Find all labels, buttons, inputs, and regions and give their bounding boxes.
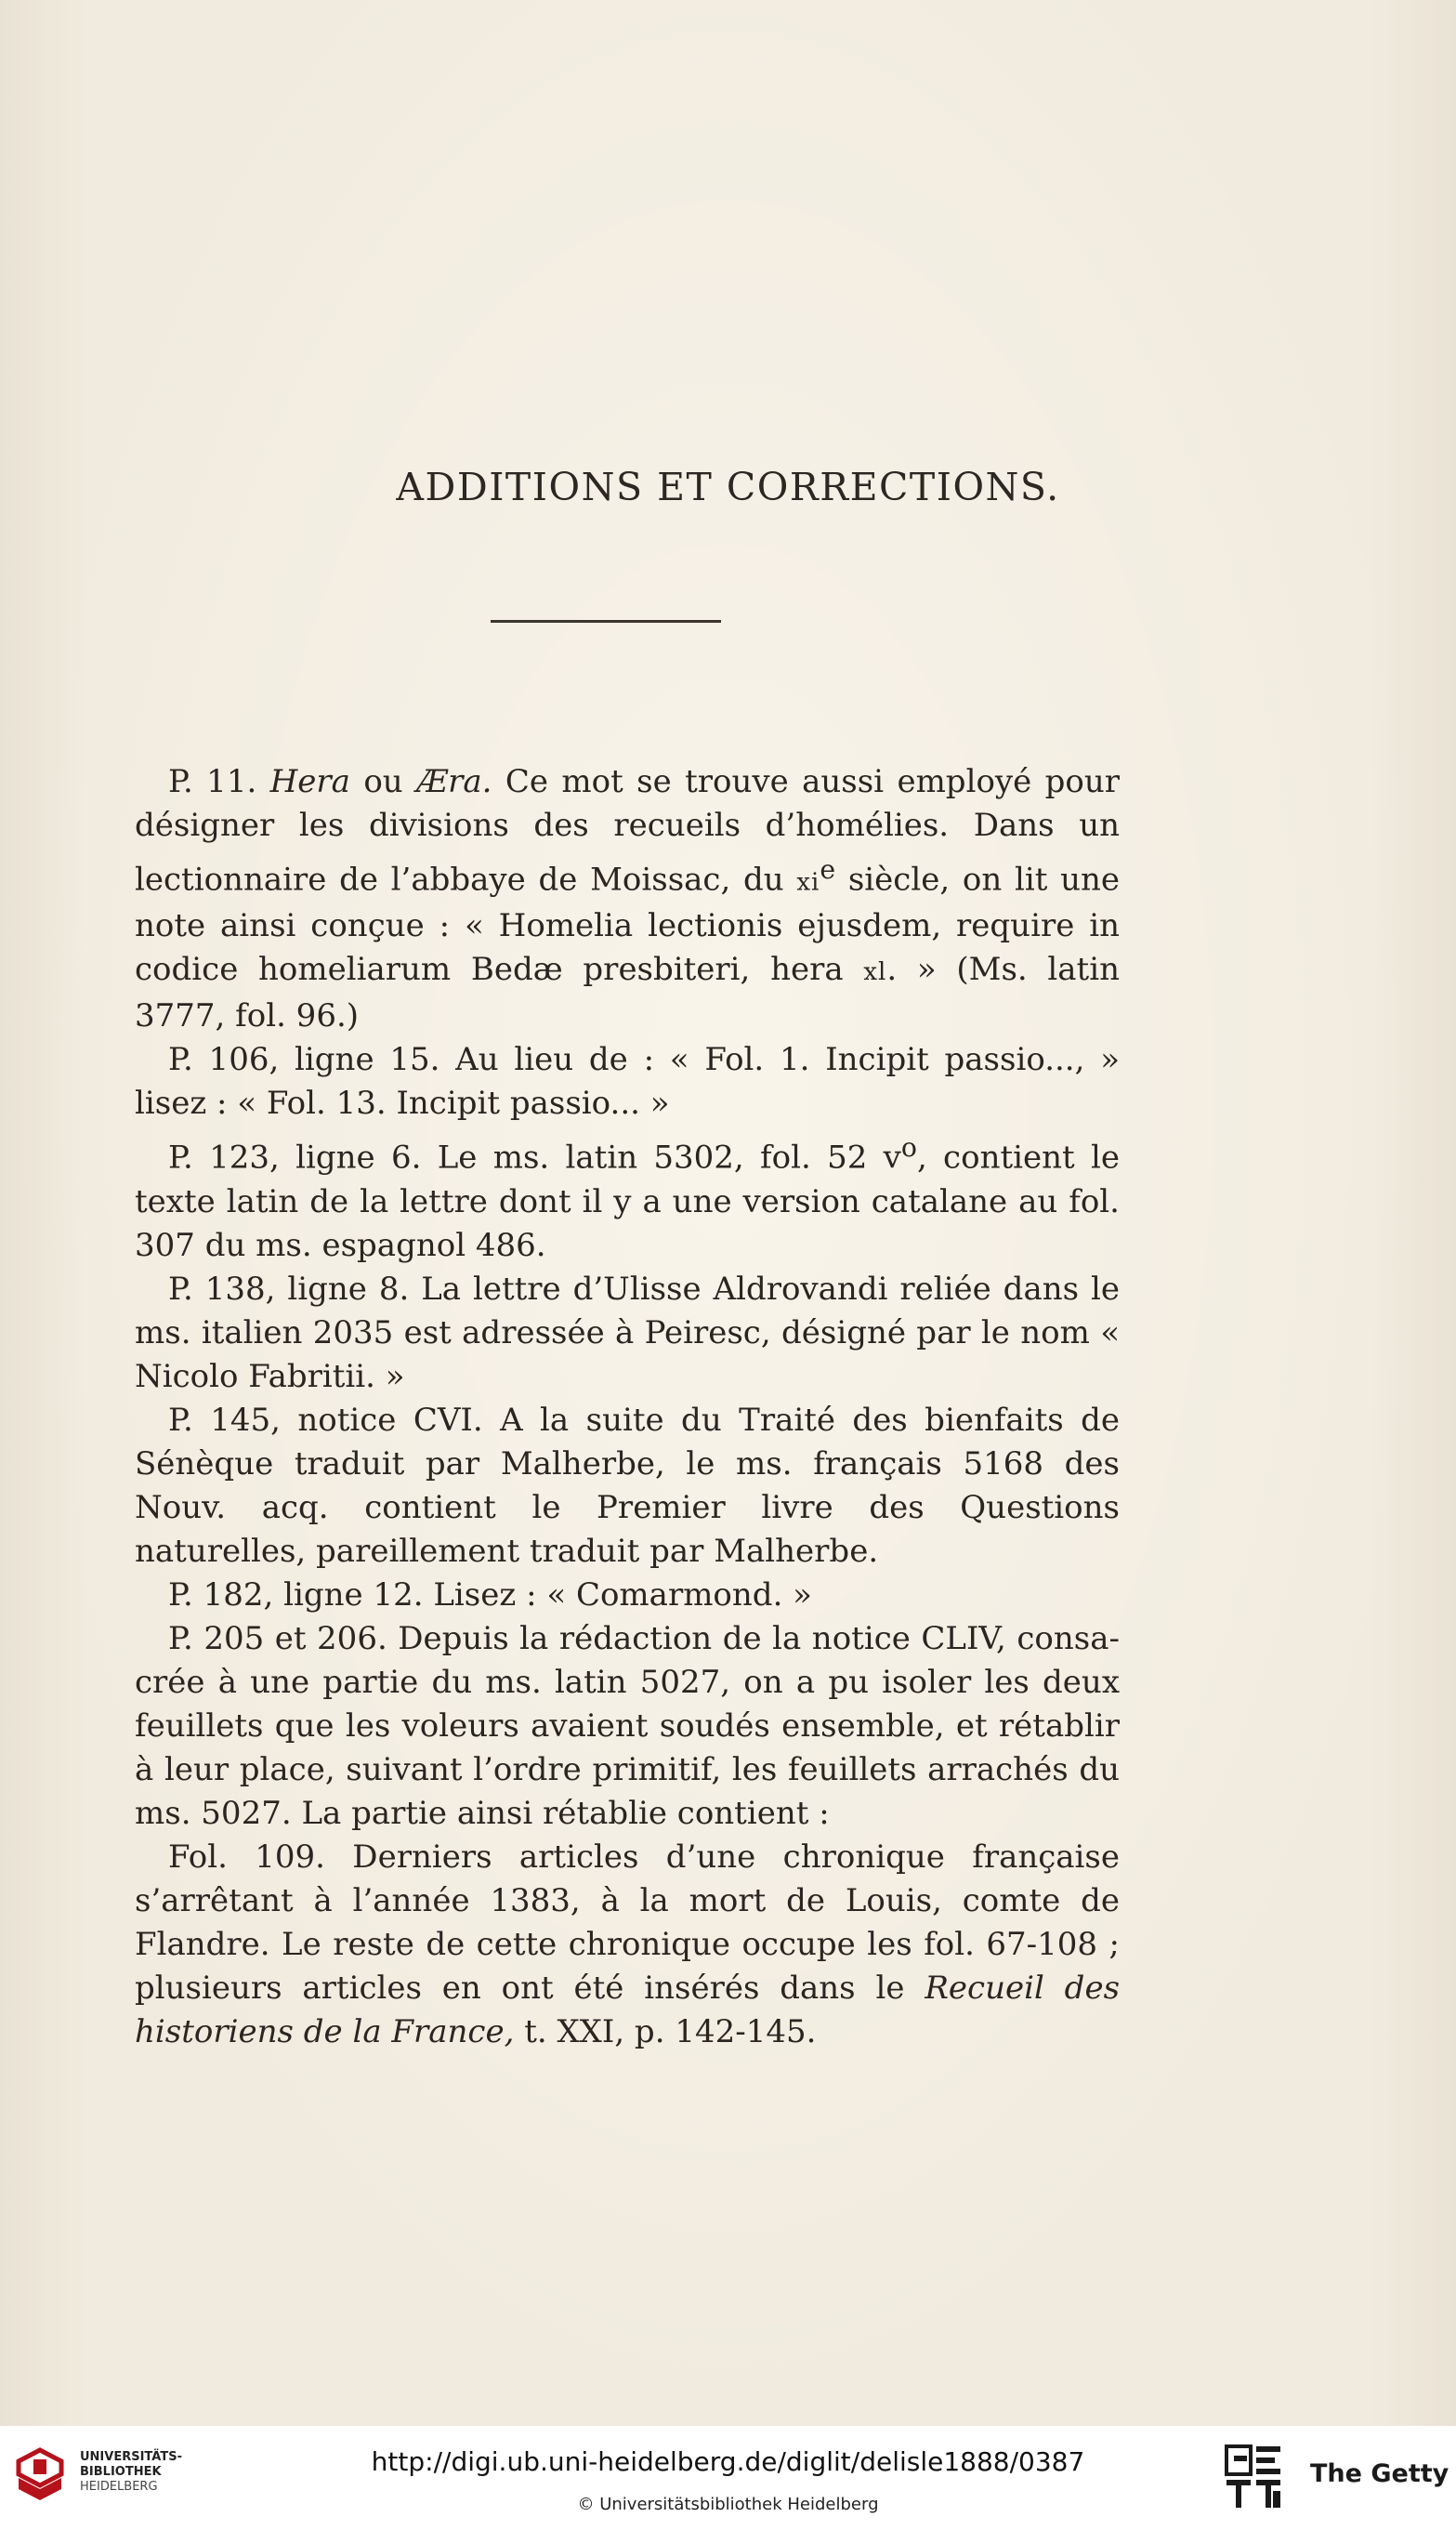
paragraph-p106: P. 106, ligne 15. Au lieu de : « Fol. 1. Incipit passio..., » lisez : « Fol. 13. Incipit passio... » [135, 1041, 1120, 1123]
footer-bar [0, 2426, 1456, 2530]
library-name-line: HEIDELBERG [80, 2480, 158, 2494]
superscript: o [900, 1132, 917, 1164]
text-run: P. 11. [168, 763, 270, 800]
partner-name: The Getty [1310, 2459, 1449, 2488]
text-run: siècle, on lit une note ainsi conçue : « Homelia lectionis ejusdem, require in codice homeliarum Bedæ presbiteri, hera [135, 861, 1120, 989]
text-run-italic: Æra. [416, 763, 492, 800]
permalink-url[interactable]: http://digi.ub.uni-heidelberg.de/diglit/delisle1888/0387 [371, 2446, 1085, 2477]
text-run-italic: Recueil des historiens de la France, [135, 1969, 1121, 2050]
text-run: ou [349, 763, 417, 800]
text-run-smallcaps: xl [863, 958, 887, 987]
text-run: . » (Ms. latin 3777, fol. 96.) [135, 951, 1120, 1035]
getty-logo-icon[interactable] [1225, 2444, 1282, 2510]
paragraph-p205: P. 205 et 206. Depuis la rédaction de la notice CLIV, consacrée à une partie du ms. latin 5027, on a pu isoler les deux feuillets que les voleurs avaient soudés ensemble, et rétablir à leur place, suivant l’ordre primitif, les feuillets arrachés du ms. 5027. La partie ainsi rétablie contient : [135, 1619, 1120, 1832]
paragraph-p123 [135, 1126, 1120, 1267]
paragraph-p182: P. 182, ligne 12. Lisez : « Comarmond. » [168, 1575, 812, 1614]
superscript: e [820, 854, 836, 885]
text-run: t. XXI, p. 142-145. [514, 2012, 817, 2050]
paragraph-fol109 [135, 1836, 1120, 2054]
text-run: P. 123, ligne 6. Le ms. latin 5302, fol. 52 v [168, 1139, 901, 1177]
library-name-line: BIBLIOTHEK [80, 2465, 162, 2479]
page-title: ADDITIONS ET CORRECTIONS. [396, 465, 1060, 509]
paragraph-p145: P. 145, notice CVI. A la suite du Traité des bienfaits de Sénèque traduit par Malherbe, le ms. français 5168 des Nouv. acq. contient le Premier livre des Questions naturelles, pareillement traduit par Malherbe. [135, 1401, 1120, 1570]
text-run-smallcaps: xi [796, 868, 820, 897]
paragraph-p138: P. 138, ligne 8. La lettre d’Ulisse Aldrovandi reliée dans le ms. italien 2035 est adressée à Peiresc, désigné par le nom « Nicolo Fabritii. » [135, 1270, 1120, 1395]
text-run: Fol. 109. Derniers articles d’une chronique française s’arrêtant à l’année 1383, à la mort de Louis, comte de Flandre. Le reste de cette chronique occupe les fol. 67-108 ; plusieurs articles en ont été insérés dans le [135, 1838, 1120, 2007]
library-name-line: UNIVERSITÄTS- [80, 2450, 182, 2464]
copyright-notice: © Universitätsbibliothek Heidelberg [577, 2495, 879, 2514]
title-divider [491, 620, 721, 623]
text-run-italic: Hera [269, 763, 350, 800]
body-text [135, 760, 1120, 2054]
text-run: , contient le texte latin de la lettre dont il y a une version catalane au fol. 307 du ms. espagnol 486. [135, 1139, 1120, 1264]
paragraph-p11 [135, 760, 1120, 1038]
text-run: Ce mot se trouve aussi employé pour désigner les divisions des recueils d’homélies. Dans un lectionnaire de l’abbaye de Moissac, du [135, 763, 1121, 899]
